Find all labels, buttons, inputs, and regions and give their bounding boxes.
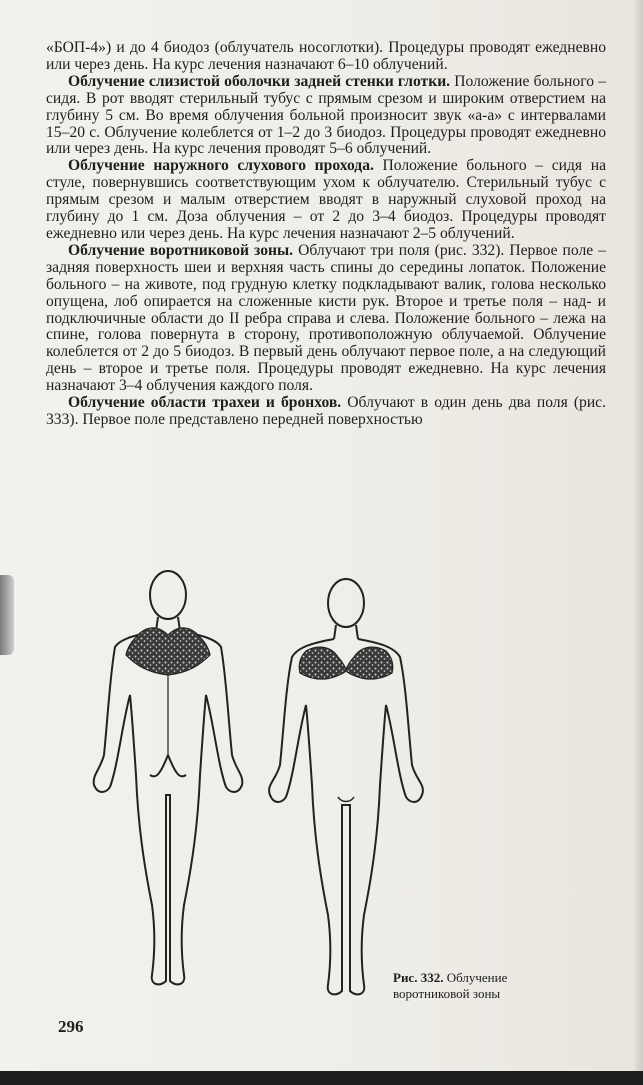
paragraph-3: Облучение наружного слухового прохода. Положение больного – сидя на стуле, повернувшись соответствующим ухом к облучателю. Стерильный тубус с прямым срезом и малым отверстием вводят в наружный слуховой проход на глубину до 1 см. Доза облучения – от 2 до 3–4 биодоз. Процедуры проводят ежедневно или через день. На курс лечения назначают 2–5 облучений. [46, 157, 606, 242]
figure-caption-text: Облучение воротниковой зоны [393, 970, 508, 1001]
figure-caption [393, 970, 573, 1002]
paragraph-1: «БОП-4») и до 4 биодоз (облучатель носоглотки). Процедуры проводят ежедневно или через день. На курс лечения назначают 6–10 облучений. [46, 39, 606, 73]
paragraph-2-heading: Облучение слизистой оболочки задней стенки глотки. [68, 72, 451, 90]
page-number: 296 [58, 1017, 84, 1036]
paragraph-4: Облучение воротниковой зоны. Облучают три поля (рис. 332). Первое поле – задняя поверхность шеи и верхняя часть спины до середины лопаток. Положение больного – на животе, под грудную клетку подкладывают валик, голова несколько опущена, лоб опирается на сложенные кисти рук. Второе и третье поля – над- и подключичные области до II ребра справа и слева. Положение больного – лежа на спине, голова повернута в сторону, противоположную облучаемой. Облучение колеблется от 2 до 5 биодоз. В первый день облучают первое поле, а на следующий день – второе и третье поля. Процедуры проводят ежедневно. На курс лечения назначают 3–4 облучения каждого поля. [46, 241, 606, 395]
page-edge-shadow [633, 0, 643, 1085]
paragraph-4-heading: Облучение воротниковой зоны. [68, 241, 294, 259]
paragraph-5: Облучение области трахеи и бронхов. Облучают в один день два поля (рис. 333). Первое поле представлено передней поверхностью [46, 394, 606, 428]
front-collar-zone [299, 647, 393, 679]
binding-shadow [0, 575, 14, 655]
body-text [46, 40, 606, 429]
paragraph-3-heading: Облучение наружного слухового прохода. [68, 157, 374, 175]
front-view-figure [269, 579, 423, 994]
bottom-edge [0, 1071, 643, 1085]
back-collar-zone [126, 628, 210, 675]
back-view-figure [94, 571, 243, 984]
figure-caption-number: Рис. 332. [393, 970, 444, 985]
paragraph-5-heading: Облучение области трахеи и бронхов. [68, 394, 342, 412]
paragraph-2: Облучение слизистой оболочки задней стенки глотки. Положение больного – сидя. В рот вводят стерильный тубус с прямым срезом и широким отверстием на глубину 5 см. Во время облучения больной произносит звук «а-а» с интервалами 15–20 с. Облучение колеблется от 1–2 до 3 биодоз. Процедуры проводят ежедневно или через день. На курс лечения проводят 5–6 облучений. [46, 72, 606, 158]
figure-body-illustration [80, 565, 510, 1015]
figure-332 [80, 565, 510, 1015]
